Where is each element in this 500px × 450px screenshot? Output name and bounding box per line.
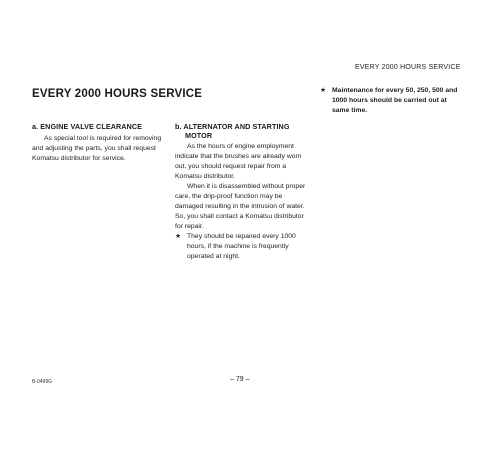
section-b-para1: As the hours of engine employment indicate that the brushes are already worn out, you should request repair from a Komatsu distributor. [175,143,302,180]
page-number: – 79 – [230,376,250,383]
section-a-body: As special tool is required for removing and adjusting the parts, you shall request Komatsu distributor for service. [32,135,162,162]
section-b-note-text: They should be repaired every 1000 hours, if the machine is frequently operated at night. [187,233,296,260]
star-icon: ★ [175,233,182,240]
running-head: EVERY 2000 HOURS SERVICE [355,64,461,71]
section-b-para2: When it is disassembled without proper care, the drip-proof function may be damaged resulting in the intrusion of water. So, you shall contact a Komatsu distributor for repair. [175,183,306,230]
section-b [175,122,307,262]
section-title: EVERY 2000 HOURS SERVICE [32,88,203,100]
section-b-note [175,232,307,262]
document-code: B-0499G [32,379,53,385]
section-b-heading-line1: b. ALTERNATOR AND STARTING [175,122,290,131]
star-icon: ★ [320,87,327,94]
side-note [320,86,462,116]
side-note-text: Maintenance for every 50, 250, 500 and 1000 hours should be carried out at same time. [332,87,458,114]
section-b-heading-line2: MOTOR [185,131,213,140]
section-a [32,122,164,164]
section-a-heading: a. ENGINE VALVE CLEARANCE [32,122,143,131]
side-note-item [320,86,462,116]
